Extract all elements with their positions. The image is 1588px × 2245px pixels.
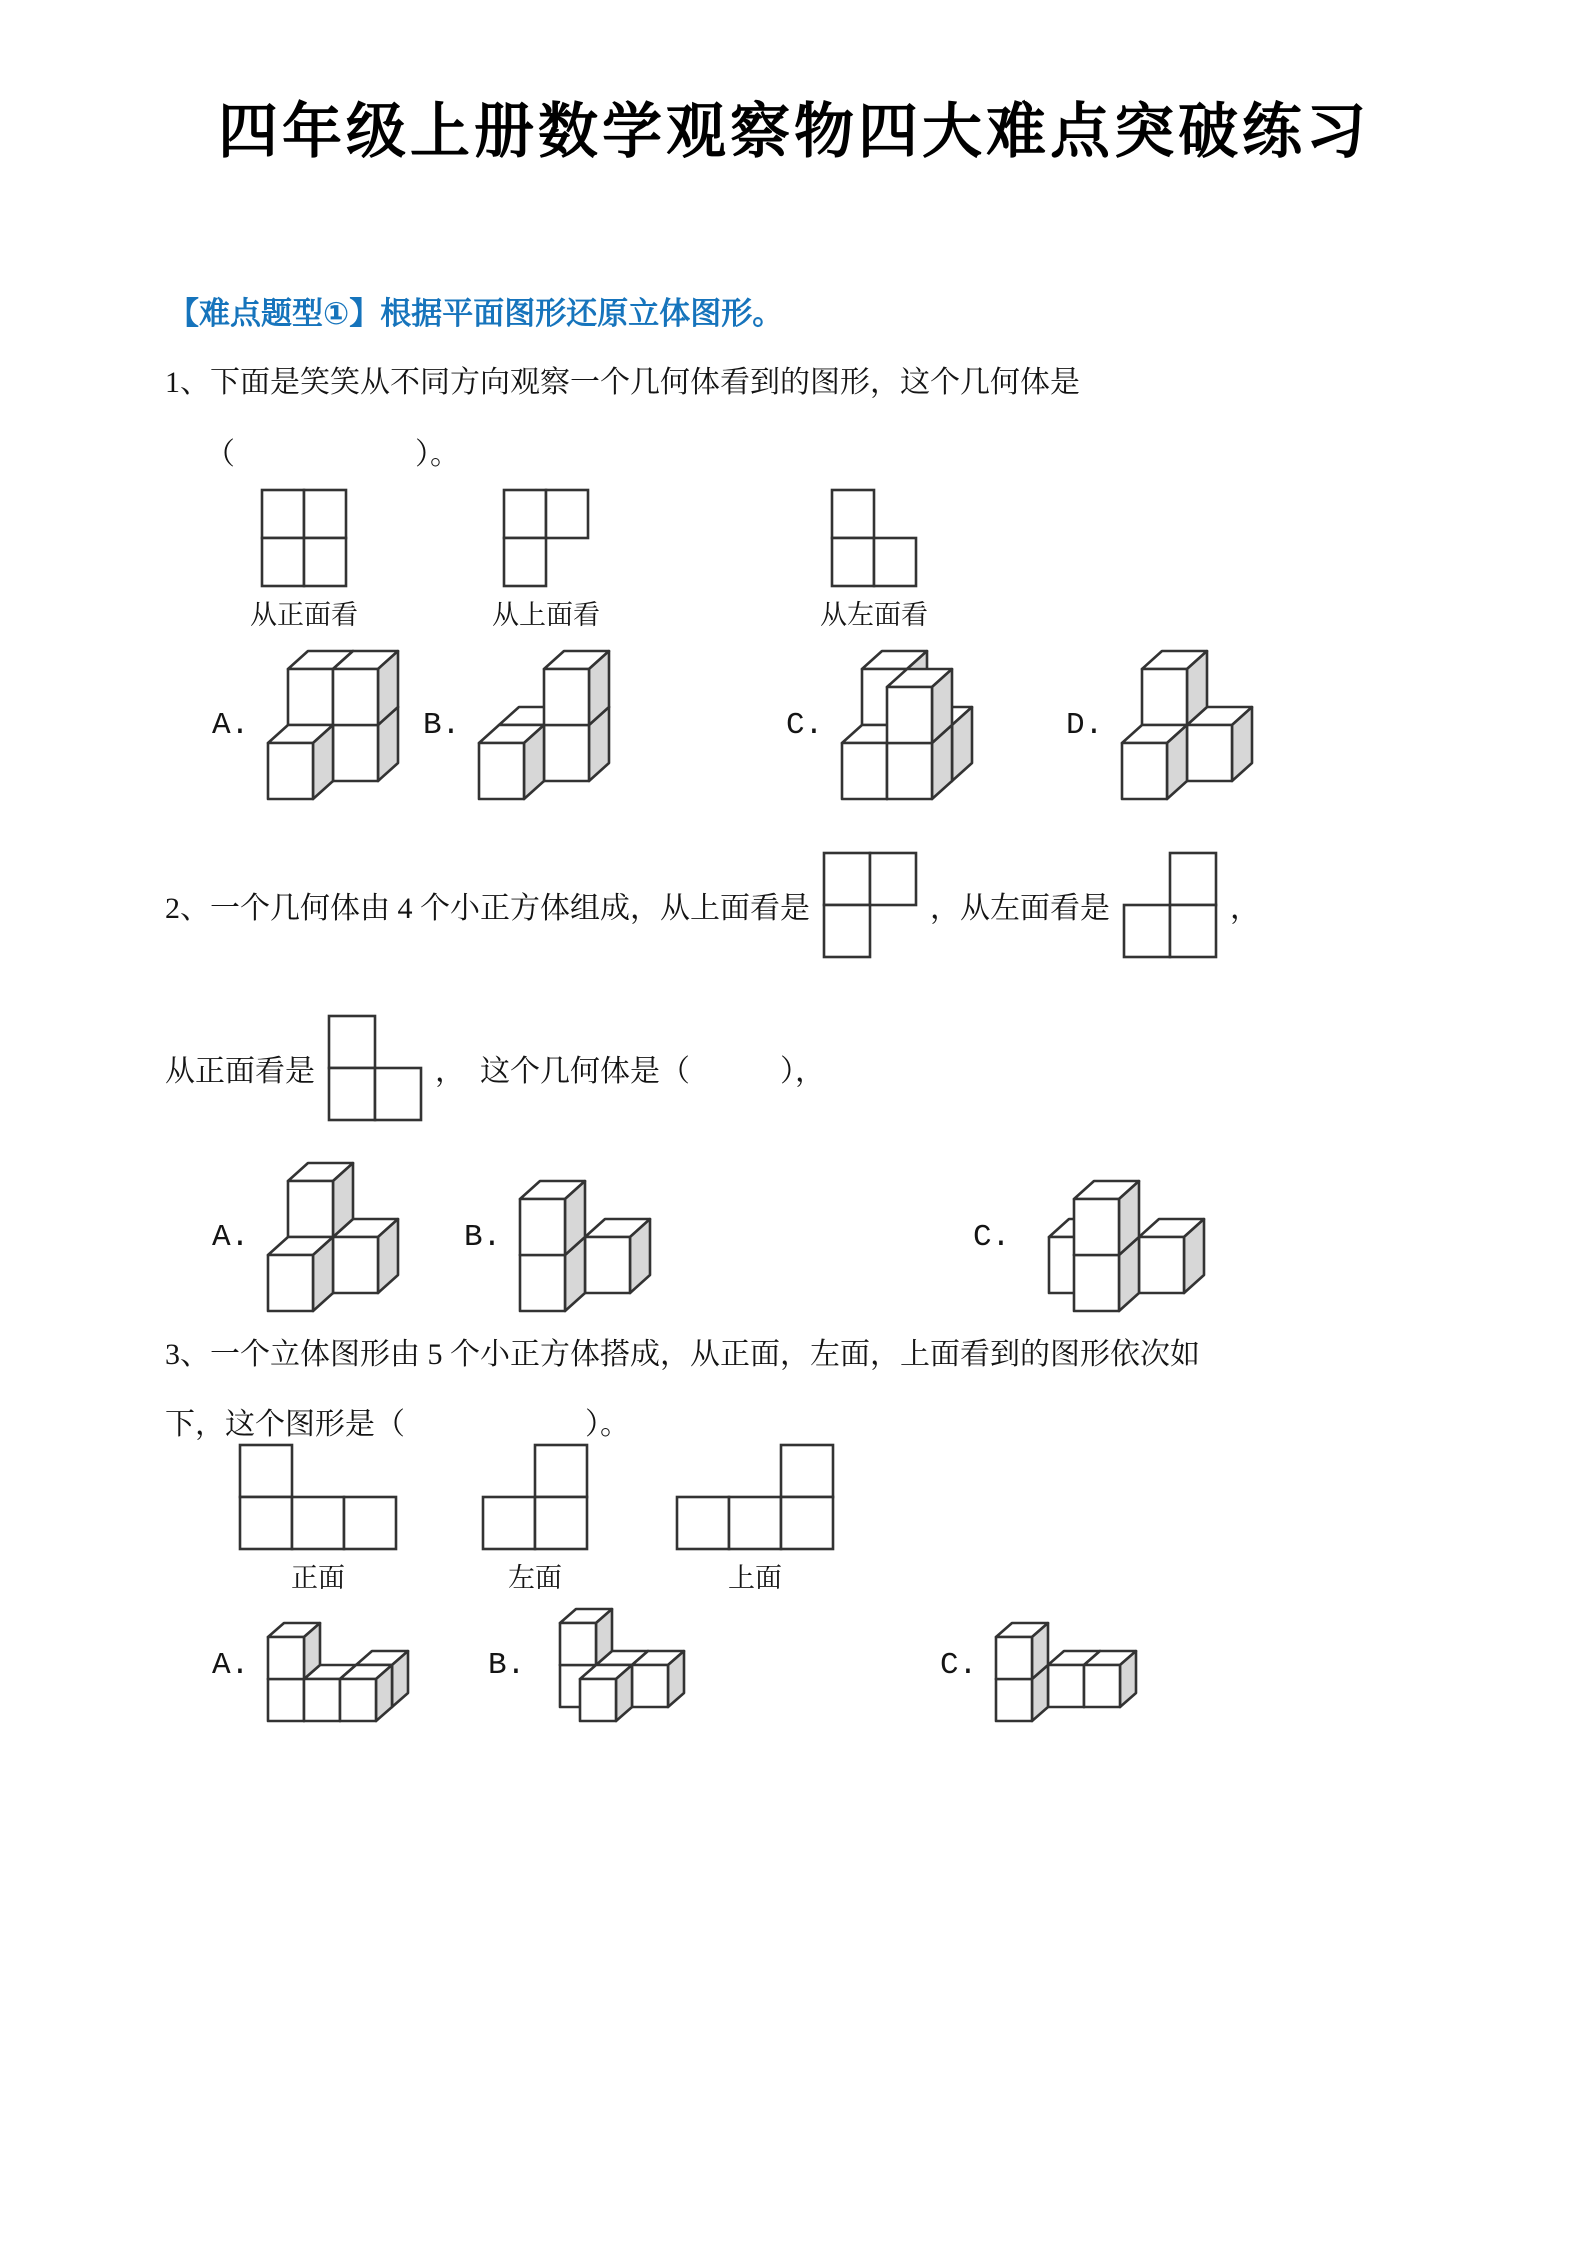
q2-option-b xyxy=(464,1160,653,1314)
q2-option-a-figure xyxy=(265,1160,401,1314)
q3-text-line2: 下，这个图形是（ ）。 xyxy=(165,1408,630,1441)
q2-text-part3: ， xyxy=(1230,892,1260,925)
q3-text-line1: 3、一个立体图形由 5 个小正方体搭成，从正面，左面，上面看到的图形依次如 xyxy=(165,1338,1200,1371)
q3-view-left-label: 左面 xyxy=(508,1563,562,1593)
q3-option-c-figure xyxy=(993,1606,1139,1724)
q2-left-view-grid xyxy=(1122,851,1218,959)
q3-option-c xyxy=(940,1606,1139,1724)
q1-view-top xyxy=(492,488,600,632)
section-heading: 【难点题型①】根据平面图形还原立体图形。 xyxy=(168,296,784,331)
q1-option-c-figure xyxy=(839,648,975,802)
q3-option-a-figure xyxy=(265,1606,411,1724)
q2-option-c xyxy=(973,1160,1207,1314)
q3-view-front-grid xyxy=(238,1443,398,1551)
q1-option-c-letter: C. xyxy=(786,707,824,743)
q1-option-a-letter: A. xyxy=(212,707,250,743)
q3-view-front-label: 正面 xyxy=(291,1563,345,1593)
q2-text-part1: 2、一个几何体由 4 个小正方体组成，从上面看是 xyxy=(165,892,810,925)
q1-text-line1: 1、下面是笑笑从不同方向观察一个几何体看到的图形，这个几何体是 xyxy=(165,366,1080,399)
q1-option-d-letter: D. xyxy=(1066,707,1104,743)
q1-option-a xyxy=(212,648,401,802)
q3-view-left xyxy=(481,1443,589,1595)
q2-text-line1 xyxy=(165,843,1260,967)
q1-view-left-grid xyxy=(830,488,918,588)
q2-option-c-letter: C. xyxy=(973,1219,1011,1255)
q2-option-c-figure xyxy=(1026,1160,1207,1314)
q1-view-front-label: 从正面看 xyxy=(250,600,358,630)
q3-option-b-letter: B. xyxy=(488,1647,526,1683)
q2-front-view-grid xyxy=(327,1014,423,1122)
q1-view-top-label: 从上面看 xyxy=(492,600,600,630)
q1-view-left xyxy=(820,488,928,632)
q1-option-d-figure xyxy=(1119,648,1255,802)
q3-view-top-label: 上面 xyxy=(728,1563,782,1593)
q3-option-a xyxy=(212,1606,411,1724)
q3-option-c-letter: C. xyxy=(940,1647,978,1683)
q2-text-part4: 从正面看是 xyxy=(165,1055,315,1088)
q2-top-view-grid xyxy=(822,851,918,959)
q2-option-b-letter: B. xyxy=(464,1219,502,1255)
q2-text-line2 xyxy=(165,1006,825,1130)
q3-view-top xyxy=(675,1443,835,1595)
q1-view-top-grid xyxy=(502,488,590,588)
q1-option-b-figure xyxy=(476,648,612,802)
q2-text-part2: ，从左面看是 xyxy=(930,892,1110,925)
q1-option-c xyxy=(786,648,975,802)
q2-option-b-figure xyxy=(517,1160,653,1314)
q3-option-b xyxy=(488,1606,687,1724)
q1-view-front xyxy=(250,488,358,632)
q1-option-a-figure xyxy=(265,648,401,802)
q3-option-a-letter: A. xyxy=(212,1647,250,1683)
q3-view-front xyxy=(238,1443,398,1595)
page-title: 四年级上册数学观察物四大难点突破练习 xyxy=(218,98,1370,165)
q3-option-b-figure xyxy=(541,1606,687,1724)
q1-option-d xyxy=(1066,648,1255,802)
q2-option-a xyxy=(212,1160,401,1314)
q1-view-front-grid xyxy=(260,488,348,588)
q3-view-left-grid xyxy=(481,1443,589,1551)
q1-option-b xyxy=(423,648,612,802)
q1-option-b-letter: B. xyxy=(423,707,461,743)
q3-view-top-grid xyxy=(675,1443,835,1551)
q1-answer-blank: （ ）。 xyxy=(205,438,460,471)
q2-option-a-letter: A. xyxy=(212,1219,250,1255)
q2-text-part5: ， 这个几何体是（ ）， xyxy=(435,1055,825,1088)
q1-view-left-label: 从左面看 xyxy=(820,600,928,630)
